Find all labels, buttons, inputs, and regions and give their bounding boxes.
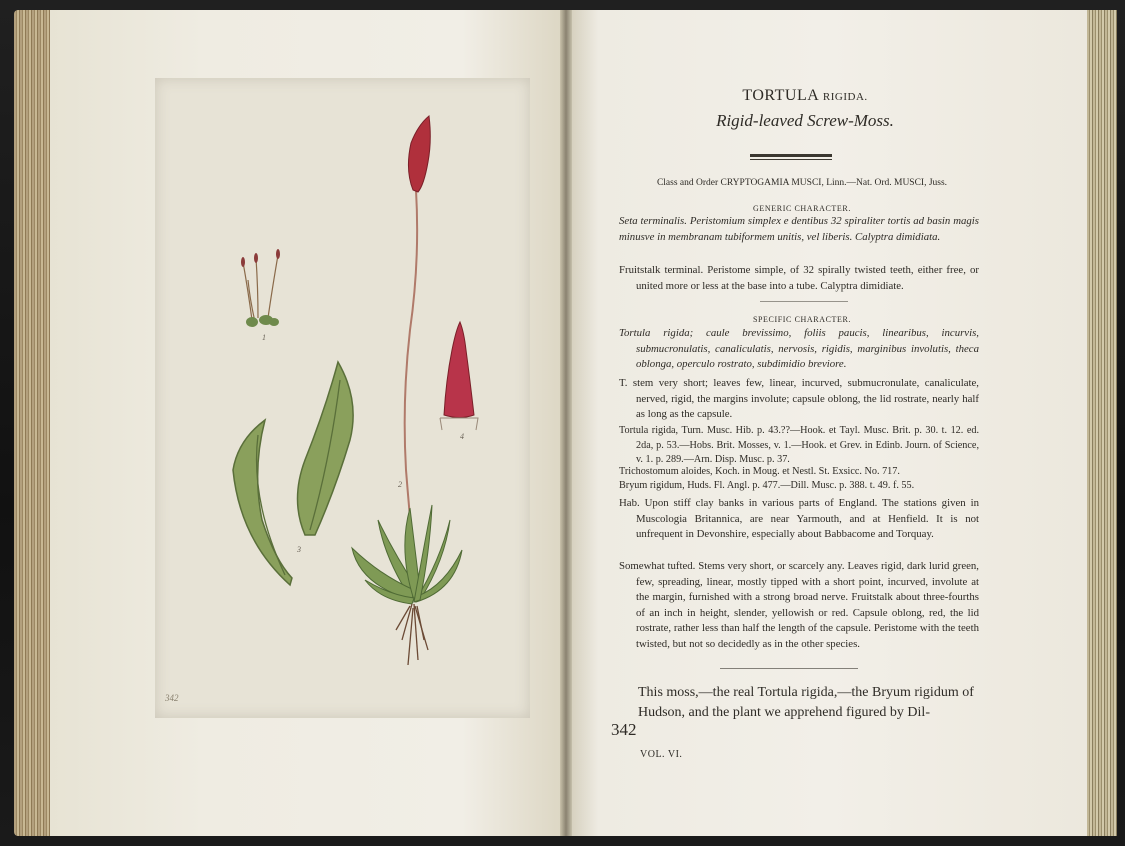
habitat-paragraph: Hab. Upon stiff clay banks in various parts of England. The stations given in Muscologia Britannica, are near Yarmouth, and at Henfield. It is not unfrequent in Devonshire, especially about Babbacome and Torquay. <box>619 497 979 540</box>
title-rule <box>750 154 832 157</box>
volume-label: VOL. VI. <box>640 749 683 760</box>
species-subtitle: Rigid-leaved Screw-Moss. <box>716 111 894 130</box>
classification-line: Class and Order CRYPTOGAMIA MUSCI, Linn.—Nat. Ord. MUSCI, Juss. <box>656 178 948 188</box>
generic-heading: GENERIC CHARACTER. <box>753 204 851 213</box>
specific-heading: SPECIFIC CHARACTER. <box>752 315 852 324</box>
figure-3-leaf-left <box>233 420 292 585</box>
title-rule-thin <box>750 159 832 160</box>
figure-4-peristome <box>444 322 474 418</box>
plate-number: 342 <box>165 693 179 703</box>
synonym-bryum: Bryum rigidum, Huds. Fl. Angl. p. 477.—Dill. Musc. p. 388. t. 49. f. 55. <box>619 480 915 491</box>
figure-label-1: 1 <box>262 333 266 342</box>
title-species: RIGIDA. <box>822 91 868 103</box>
description-paragraph: Somewhat tufted. Stems very short, or scarcely any. Leaves rigid, dark lurid green, few, spreading, linear, mostly tipped with a short point, incurved, involute at the margin, furnished with a strong broad nerve. Fruitstalk about three-fourths of an inch in height, slender, yellowish or red. Capsule oblong, red, the lid rostrate, rather less than half the length of the capsule. Peristome with the teeth twisted, but not so decidedly as in the other species. <box>619 560 979 650</box>
synonym-tortula: Tortula rigida, Turn. Musc. Hib. p. 43.??—Hook. et Tayl. Musc. Brit. p. 30. t. 12. ed. 2da, p. 53.—Hobs. Brit. Mosses, v. 1.—Hook. et Grev. in Edinb. Journ. of Science, v. 1. p. 289.—Arn. Disp. Musc. p. 37. <box>619 425 979 465</box>
section-divider <box>760 301 848 302</box>
page-number: 342 <box>611 720 637 739</box>
generic-english: Fruitstalk terminal. Peristome simple, of 32 spirally twisted teeth, either free, or united more or less at the base into a tube. Calyptra dimidiate. <box>619 264 979 292</box>
footer-divider <box>720 668 858 669</box>
specific-latin: Tortula rigida; caule brevissimo, foliis paucis, linearibus, incurvis, submucronulatis, canaliculatis, nervosis, rigidis, marginibus involutis, theca oblonga, operculo rostrato, subdimidio breviore. <box>619 327 979 370</box>
specific-english: T. stem very short; leaves few, linear, incurved, submucronulate, canaliculate, nerved, rigid, the margins involute; capsule oblong, the lid rostrate, nearly half as long as the capsule. <box>619 377 979 420</box>
figure-label-2: 2 <box>398 480 402 489</box>
title-genus: TORTULA <box>742 87 819 104</box>
figure-label-4: 4 <box>460 432 464 441</box>
capsule <box>408 116 430 192</box>
roots <box>396 604 428 665</box>
synonym-trichostomum: Trichostomum aloides, Koch. in Moug. et Nestl. St. Exsicc. No. 717. <box>619 466 900 477</box>
leaf-rosette <box>352 505 462 604</box>
figure-label-3: 3 <box>297 545 301 554</box>
continuation-text: This moss,—the real Tortula rigida,—the Bryum rigidum of Hudson, and the plant we apprehend figured by Dil- <box>638 685 974 720</box>
fruitstalk <box>405 190 417 560</box>
species-title <box>580 87 1030 105</box>
figure-1-tuft <box>243 255 278 322</box>
generic-latin: Seta terminalis. Peristomium simplex e dentibus 32 spiraliter tortis ad basin magis minusve in membranam tubiformem unitis, vel liberis. Calyptra dimidiata. <box>619 215 979 243</box>
figure-3-leaf-right <box>298 362 354 535</box>
